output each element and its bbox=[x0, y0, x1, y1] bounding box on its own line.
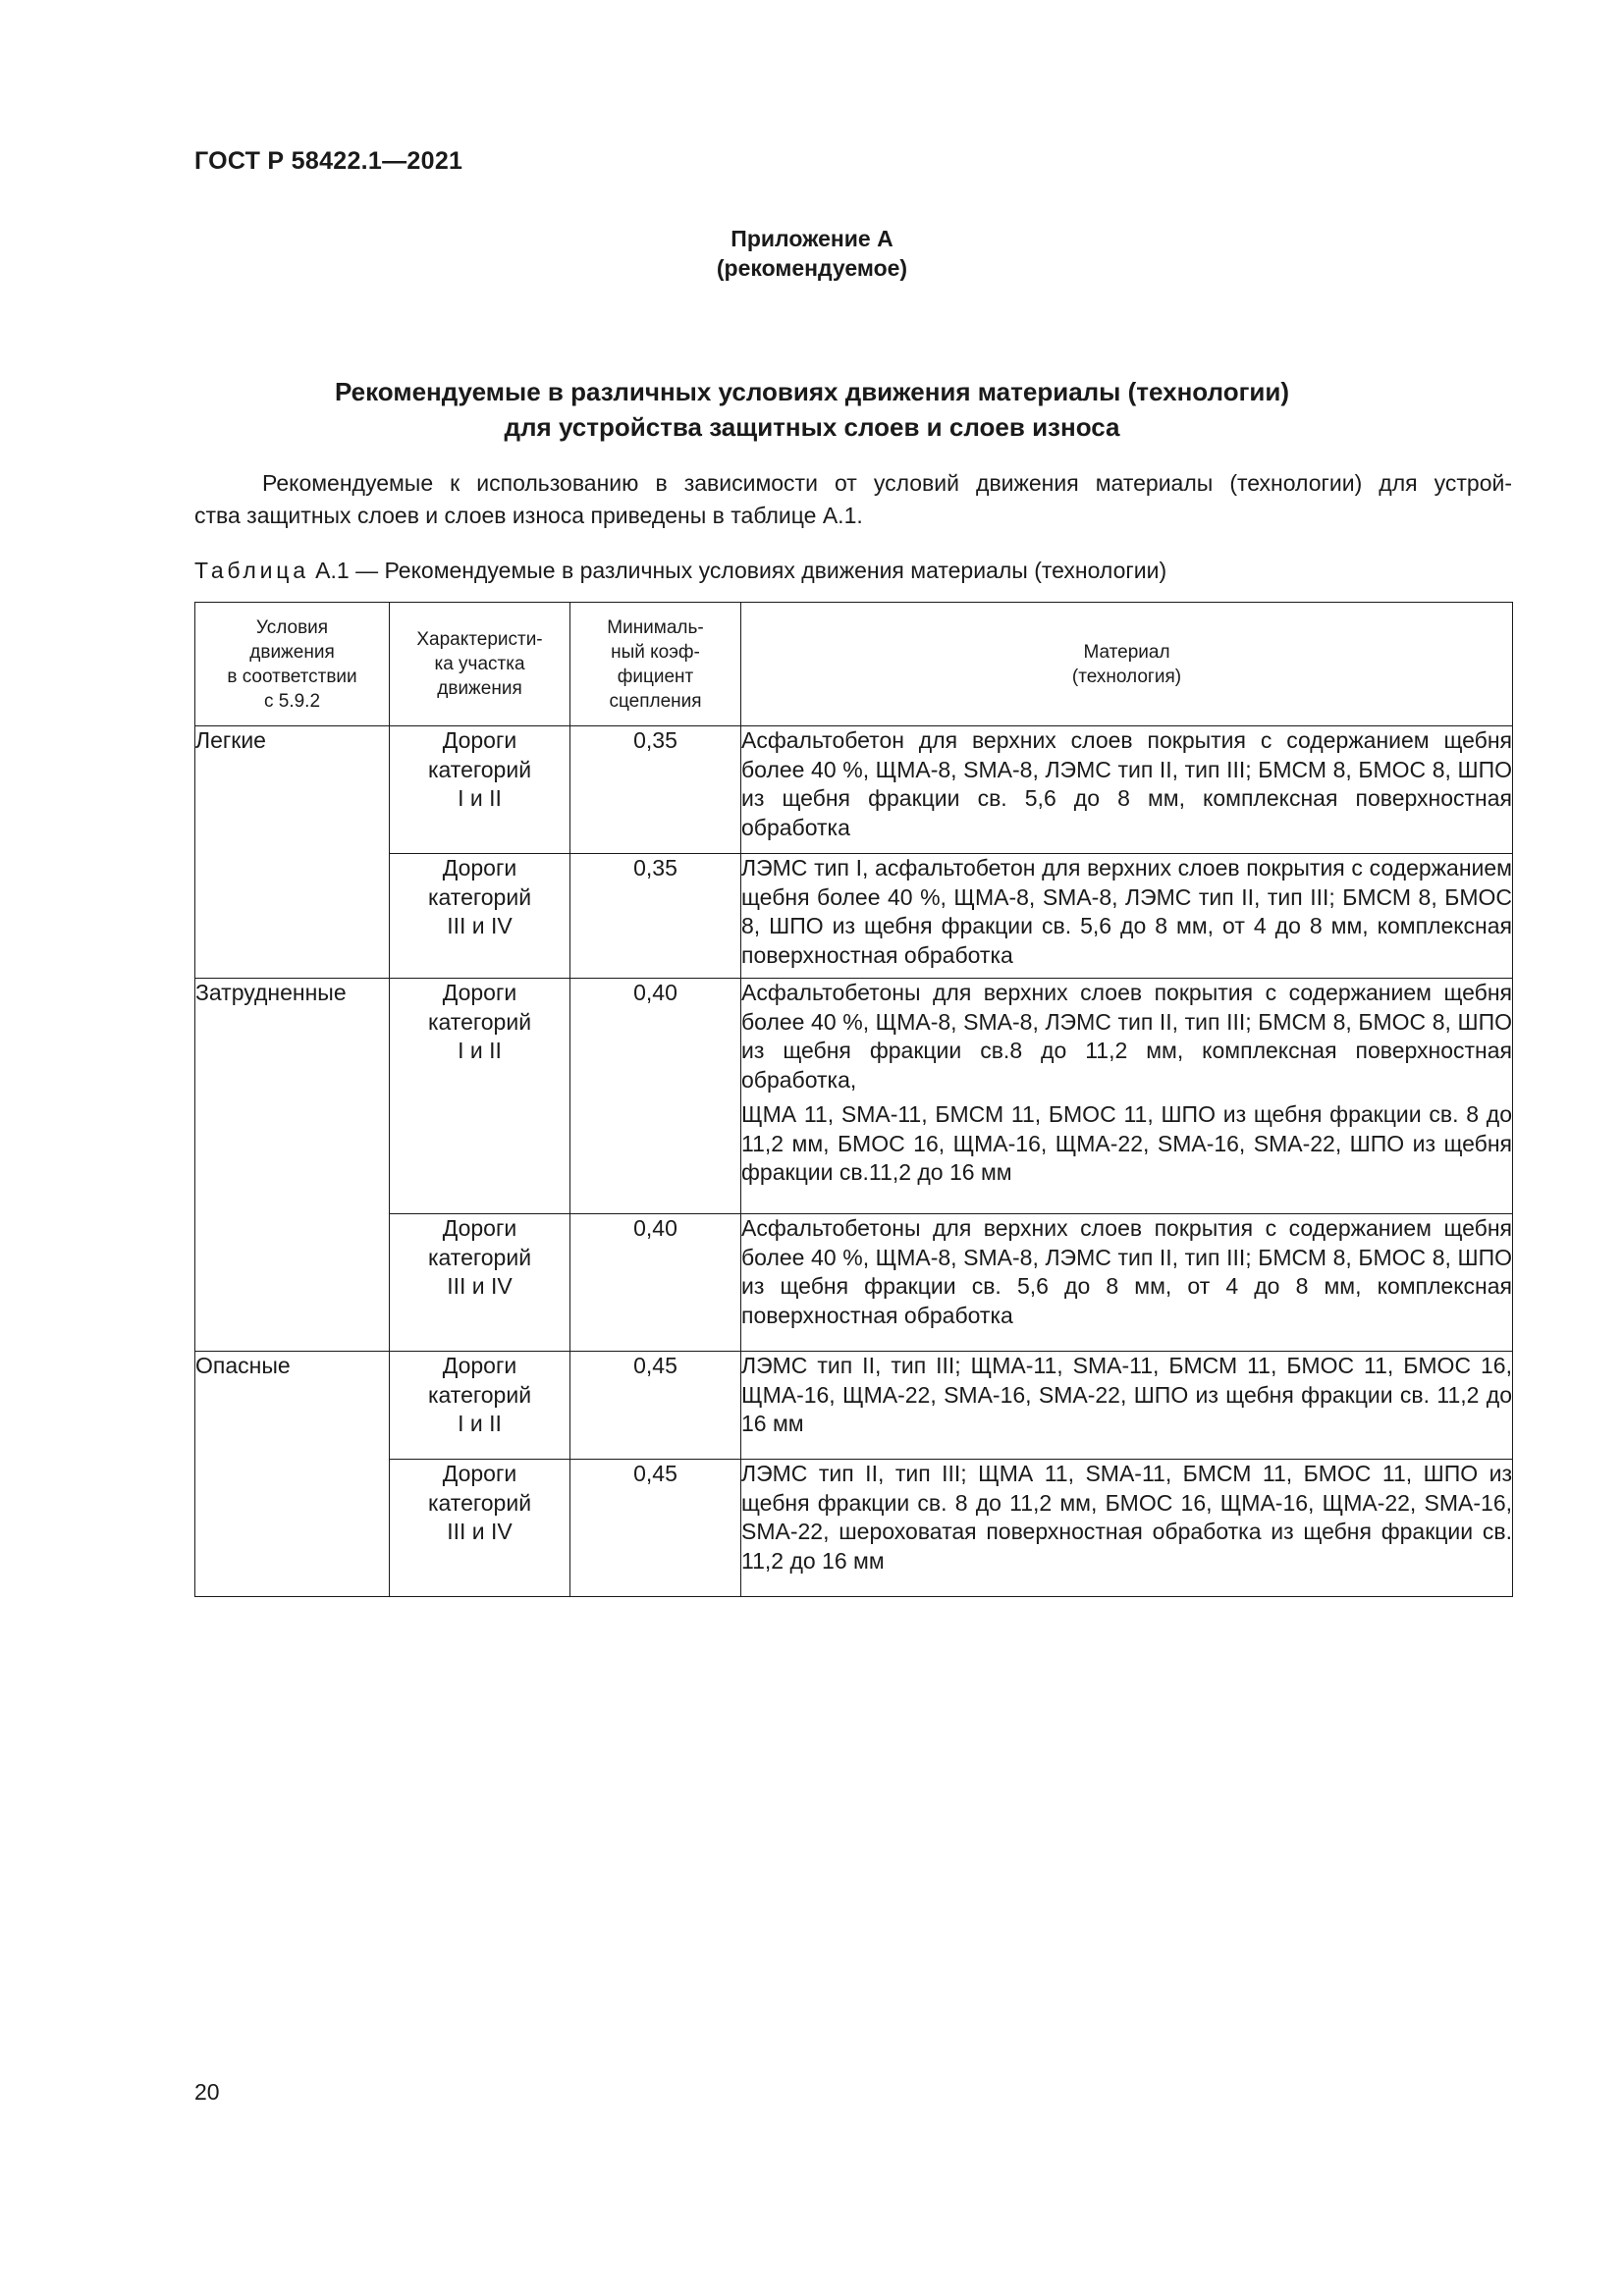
table-caption-text: А.1 — Рекомендуемые в различных условиях движения материалы (технологии) bbox=[308, 558, 1167, 583]
intro-line: ства защитных слоев и слоев износа приведены в таблице А.1. bbox=[194, 503, 863, 528]
header-line: сцепления bbox=[609, 690, 702, 712]
document-code: ГОСТ Р 58422.1—2021 bbox=[194, 147, 463, 175]
road-category bbox=[390, 1460, 570, 1597]
category-line: Дороги bbox=[442, 1461, 517, 1486]
table-caption-label: Таблица bbox=[194, 558, 309, 583]
category-line: категорий bbox=[427, 1244, 532, 1270]
header-line: с 5.9.2 bbox=[263, 690, 321, 712]
friction-coefficient: 0,45 bbox=[570, 1460, 741, 1597]
header-line: Материал bbox=[1083, 641, 1170, 663]
friction-coefficient: 0,40 bbox=[570, 1214, 741, 1352]
traffic-condition: Затрудненные bbox=[195, 979, 390, 1352]
category-line: Дороги bbox=[442, 855, 517, 881]
material-text: Асфальтобетоны для верхних слоев покрытия с содержанием щебня более 40 %, ЩМА-8, SMA-8, ЛЭМС тип II, тип III; БМСМ 8, БМОС 8, ШПО из щебня фракции св.8 до 11,2 мм, комплексная поверхностная обработка, bbox=[741, 980, 1512, 1093]
header-conditions bbox=[195, 603, 390, 726]
table-header-row bbox=[195, 603, 1513, 726]
material-text: Асфальтобетоны для верхних слоев покрытия с содержанием щебня более 40 %, ЩМА-8, SMA-8, ЛЭМС тип II, тип III; БМСМ 8, БМОС 8, ШПО из щебня фракции св. 5,6 до 8 мм, от 4 до 8 мм, комплексная поверхностная обработка bbox=[741, 1215, 1512, 1328]
table-row bbox=[195, 1460, 1513, 1597]
material-text: ЛЭМС тип II, тип III; ЩМА-11, SMA-11, БМСМ 11, БМОС 11, БМОС 16, ЩМА-16, ЩМА-22, SMA-16, SMA-22, ШПО из щебня фракции св. 11,2 до 16 мм bbox=[741, 1353, 1512, 1436]
traffic-condition: Опасные bbox=[195, 1352, 390, 1597]
material-text: ЛЭМС тип I, асфальтобетон для верхних слоев покрытия с содержанием щебня более 40 %, ЩМА-8, SMA-8, ЛЭМС тип II, тип III; БМСМ 8, БМОС 8, ШПО из щебня фракции св. 5,6 до 8 мм, от 4 до 8 мм, комплексная поверхностная обработка bbox=[741, 855, 1512, 968]
category-line: III и IV bbox=[447, 1519, 513, 1544]
category-line: I и II bbox=[458, 785, 502, 811]
header-line: Характеристи- bbox=[416, 629, 543, 650]
header-line: движения bbox=[249, 641, 335, 663]
table-row bbox=[195, 1352, 1513, 1460]
appendix-title-line: Рекомендуемые в различных условиях движения материалы (технологии) bbox=[334, 377, 1290, 406]
table-row bbox=[195, 726, 1513, 854]
friction-coefficient: 0,40 bbox=[570, 979, 741, 1214]
material-cell bbox=[741, 1214, 1513, 1352]
material-cell bbox=[741, 1460, 1513, 1597]
page-number: 20 bbox=[194, 2079, 220, 2105]
category-line: I и II bbox=[458, 1038, 502, 1063]
category-line: Дороги bbox=[442, 1353, 517, 1378]
material-text: ЩМА 11, SMA-11, БМСМ 11, БМОС 11, ШПО из щебня фракции св. 8 до 11,2 мм, БМОС 16, ЩМА-16, ЩМА-22, SMA-16, SMA-22, ШПО из щебня фракции св.11,2 до 16 мм bbox=[741, 1101, 1512, 1185]
material-cell bbox=[741, 854, 1513, 979]
category-line: I и II bbox=[458, 1411, 502, 1436]
road-category bbox=[390, 726, 570, 854]
category-line: категорий bbox=[427, 1008, 532, 1035]
category-line: III и IV bbox=[447, 1273, 513, 1299]
road-category bbox=[390, 979, 570, 1214]
table-row bbox=[195, 1214, 1513, 1352]
header-line: Минималь- bbox=[607, 616, 704, 638]
appendix-title bbox=[0, 374, 1624, 445]
header-characteristic bbox=[390, 603, 570, 726]
appendix-status: (рекомендуемое) bbox=[716, 255, 908, 281]
table-row bbox=[195, 979, 1513, 1214]
road-category bbox=[390, 1352, 570, 1460]
header-line: движения bbox=[437, 678, 522, 699]
appendix-label: Приложение А bbox=[731, 226, 893, 251]
category-line: категорий bbox=[427, 883, 532, 910]
appendix-title-line: для устройства защитных слоев и слоев износа bbox=[504, 412, 1120, 442]
header-line: ный коэф- bbox=[611, 641, 700, 663]
material-cell bbox=[741, 1352, 1513, 1460]
material-cell bbox=[741, 726, 1513, 854]
header-line: (технология) bbox=[1071, 666, 1182, 687]
header-line: фициент bbox=[617, 666, 694, 687]
header-material bbox=[741, 603, 1513, 726]
traffic-condition: Легкие bbox=[195, 726, 390, 979]
category-line: Дороги bbox=[442, 727, 517, 753]
category-line: Дороги bbox=[442, 980, 517, 1005]
friction-coefficient: 0,35 bbox=[570, 854, 741, 979]
material-text: Асфальтобетон для верхних слоев покрытия с содержанием щебня более 40 %, ЩМА-8, SMA-8, ЛЭМС тип II, тип III; БМСМ 8, БМОС 8, ШПО из щебня фракции св. 5,6 до 8 мм, комплексная поверхностная обработка bbox=[741, 727, 1512, 840]
friction-coefficient: 0,35 bbox=[570, 726, 741, 854]
material-text: ЛЭМС тип II, тип III; ЩМА 11, SMA-11, БМСМ 11, БМОС 11, ШПО из щебня фракции св. 8 до 11,2 мм, БМОС 16, ЩМА-16, ЩМА-22, SMA-16, SMA-22, шероховатая поверхностная обработка из щебня фракции св. 11,2 до 16 мм bbox=[741, 1461, 1512, 1574]
header-line: Условия bbox=[255, 616, 329, 638]
header-coefficient bbox=[570, 603, 741, 726]
category-line: категорий bbox=[427, 1381, 532, 1408]
intro-paragraph bbox=[194, 467, 1512, 532]
materials-table bbox=[194, 602, 1513, 1597]
category-line: Дороги bbox=[442, 1215, 517, 1241]
category-line: категорий bbox=[427, 1489, 532, 1516]
intro-line: Рекомендуемые к использованию в зависимости от условий движения материалы (технологии) для устрой- bbox=[262, 470, 1512, 496]
friction-coefficient: 0,45 bbox=[570, 1352, 741, 1460]
road-category bbox=[390, 1214, 570, 1352]
category-line: категорий bbox=[427, 756, 532, 782]
table-caption bbox=[194, 558, 1166, 584]
header-line: в соответствии bbox=[227, 666, 357, 687]
road-category bbox=[390, 854, 570, 979]
material-cell bbox=[741, 979, 1513, 1214]
category-line: III и IV bbox=[447, 913, 513, 938]
appendix-heading bbox=[0, 224, 1624, 283]
header-line: ка участка bbox=[434, 654, 525, 674]
table-row bbox=[195, 854, 1513, 979]
